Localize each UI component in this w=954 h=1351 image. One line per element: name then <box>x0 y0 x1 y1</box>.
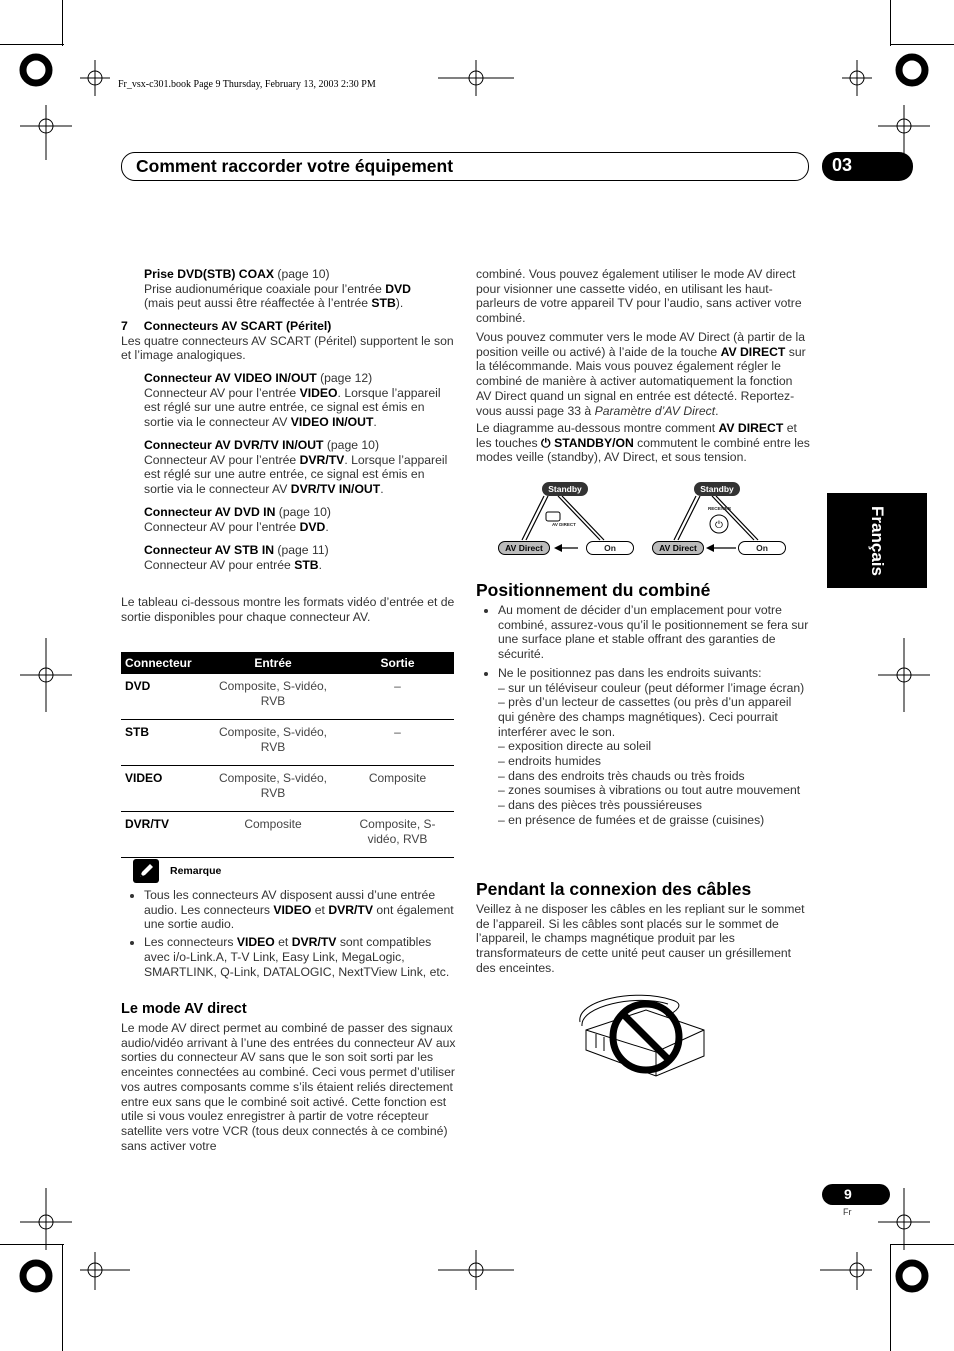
prise-coax-title: Prise DVD(STB) COAX <box>144 267 275 281</box>
table-row: VIDEO Composite, S-vidéo, RVB Composite <box>121 766 454 812</box>
diagram-intro: Le diagramme au-dessous montre comment AV DIRECT et les touches ⏻ STANDBY/ON commutent le combiné entre les modes veille (standby), AV Direct, et sous tension. <box>476 421 810 465</box>
connector-dvrtv: Connecteur AV DVR/TV IN/OUT (page 10) Connecteur AV pour l’entrée DVR/TV. Lorsque l’appareil est réglé sur une autre entrée, ce signal est émis en sortie via le connecteur AV DVR/TV IN/OUT. <box>144 438 448 497</box>
cables-text: Veillez à ne disposer les câbles en les repliant sur le sommet de l’appareil. Si les câbles sont placés sur le sommet de l’appareil, le champs magnétique produit par les transformateurs de cette unité peut causer un grésillement des enceintes. <box>476 902 805 975</box>
connector-stb: Connecteur AV STB IN (page 11) Connecteur AV pour entrée STB. <box>144 543 329 572</box>
positioning-list <box>476 603 810 831</box>
chapter-title: Comment raccorder votre équipement <box>136 156 454 176</box>
table-row: STB Composite, S-vidéo, RVB – <box>121 720 454 766</box>
note-icon <box>133 859 159 883</box>
av-direct-switch-text: Vous pouvez commuter vers le mode AV Direct (à partir de la position veille ou activé) à l’aide de la touche AV DIRECT sur la télécommande. Mais vous pouvez également régler le combiné de manière à activer automatiquement la fonction AV Direct quand un signal en entrée est détecté. Reportez-vous aussi page 33 à Paramètre d’AV Direct. <box>476 330 806 418</box>
list-item: • Au moment de décider d’un emplacement pour votre combiné, assurez-vous qu’il le positionnement se fera sur une surface plane et stable offrant des garanties de sécurité. <box>498 603 810 662</box>
diagram-on-right: On <box>738 541 786 555</box>
cables-heading: Pendant la connexion des câbles <box>476 879 752 899</box>
prise-coax-block: Prise DVD(STB) COAX (page 10) Prise audionumérique coaxiale pour l’entrée DVD (mais peut aussi être réaffectée à l’entrée STB). <box>144 267 411 311</box>
file-info-line: Fr_vsx-c301.book Page 9 Thursday, February 13, 2003 2:30 PM <box>118 79 376 90</box>
diagram-on-left: On <box>586 541 634 555</box>
formats-table <box>121 652 454 858</box>
note-label: Remarque <box>170 865 222 877</box>
language-tab <box>827 493 927 588</box>
cable-warning-illustration <box>576 990 706 1080</box>
table-intro: Le tableau ci-dessous montre les formats vidéo d’entrée et de sortie disponibles pour chaque connecteur AV. <box>121 595 455 624</box>
av-direct-heading: Le mode AV direct <box>121 1001 247 1017</box>
diagram-avdirect-left: AV Direct <box>498 541 550 555</box>
section-7-number: 7 <box>121 319 128 333</box>
list-item: • Tous les connecteurs AV disposent aussi d’une entrée audio. Les connecteurs VIDEO et DVR/TV ont également une sortie audio. <box>144 888 456 932</box>
positioning-heading: Positionnement du combiné <box>476 580 711 600</box>
av-direct-text: Le mode AV direct permet au combiné de passer des signaux audio/vidéo arrivant à l’une des entrées du connecteur AV aux sorties du connecteur AV sans que le son soit sorti par les enceintes connectées au combiné. Ceci vous permet d’utiliser vos autres composants comme s’ils étaient reliés directement entre eux sans que le combiné soit activé. Cette fonction est utile si vous voulez enregistrer à partir de votre récepteur satellite vers votre VCR (tous deux connectés à ce combiné) sans activer votre <box>121 1021 456 1153</box>
diagram-receiver-label: RECEIVER <box>708 506 732 511</box>
page-language: Fr <box>843 1207 852 1217</box>
formats-table-wrap <box>121 652 454 858</box>
svg-text:⏻: ⏻ <box>715 520 723 531</box>
note-list <box>122 888 456 982</box>
mode-diagram <box>476 478 810 558</box>
list-item: • Ne le positionnez pas dans les endroits suivants: – sur un téléviseur couleur (peut déformer l’image écran) – près d’un lecteur de cassettes (ou près d’un appareil qui génère des champs magnétiques). Ceci pourrait interférer avec le son. – exposition directe au soleil – endroits humides – dans des endroits très chauds ou très froids – zones soumises à vibrations ou tout autre mouvement – dans des pièces très poussiéreuses – en présence de fumées et de graisse (cuisines) <box>498 666 810 828</box>
page-number: 9 <box>844 1186 852 1202</box>
chapter-number: 03 <box>832 155 853 175</box>
chapter-number-badge <box>822 152 913 181</box>
language-tab-label: Français <box>868 506 887 576</box>
table-row: DVD Composite, S-vidéo, RVB – <box>121 674 454 720</box>
list-item: • Les connecteurs VIDEO et DVR/TV sont compatibles avec i/o-Link.A, T-V Link, Easy Link, MegaLogic, SMARTLINK, Q-Link, DATALOGIC, NextTView Link, etc. <box>144 935 456 979</box>
diagram-btn-label: AV DIRECT <box>552 522 576 527</box>
connector-video: Connecteur AV VIDEO IN/OUT (page 12) Connecteur AV pour l’entrée VIDEO. Lorsque l’appareil est réglé sur une autre entrée, ce signal est émis en sortie via le connecteur AV VIDEO IN/OUT. <box>144 371 441 430</box>
section-7-text: Les quatre connecteurs AV SCART (Péritel) supportent le son et l’image analogiques. <box>121 333 454 363</box>
diagram-avdirect-right: AV Direct <box>652 541 704 555</box>
right-continuation: combiné. Vous pouvez également utiliser le mode AV direct pour visionner une cassette vidéo, en utilisant les haut-parleurs de votre appareil TV pour l’audio, sans activer votre combiné. <box>476 267 802 326</box>
diagram-standby-right: Standby <box>694 482 740 496</box>
connector-dvd: Connecteur AV DVD IN (page 10) Connecteur AV pour l’entrée DVD. <box>144 505 331 534</box>
chapter-header <box>121 152 809 181</box>
table-header-connecteur: Connecteur <box>121 652 205 674</box>
table-row: DVR/TV Composite Composite, S-vidéo, RVB <box>121 812 454 858</box>
section-7-title: Connecteurs AV SCART (Péritel) <box>143 319 332 333</box>
page-number-badge <box>822 1184 890 1205</box>
section-7 <box>121 319 456 363</box>
table-header-entree: Entrée <box>205 652 341 674</box>
diagram-standby-left: Standby <box>542 482 588 496</box>
table-header-sortie: Sortie <box>341 652 454 674</box>
